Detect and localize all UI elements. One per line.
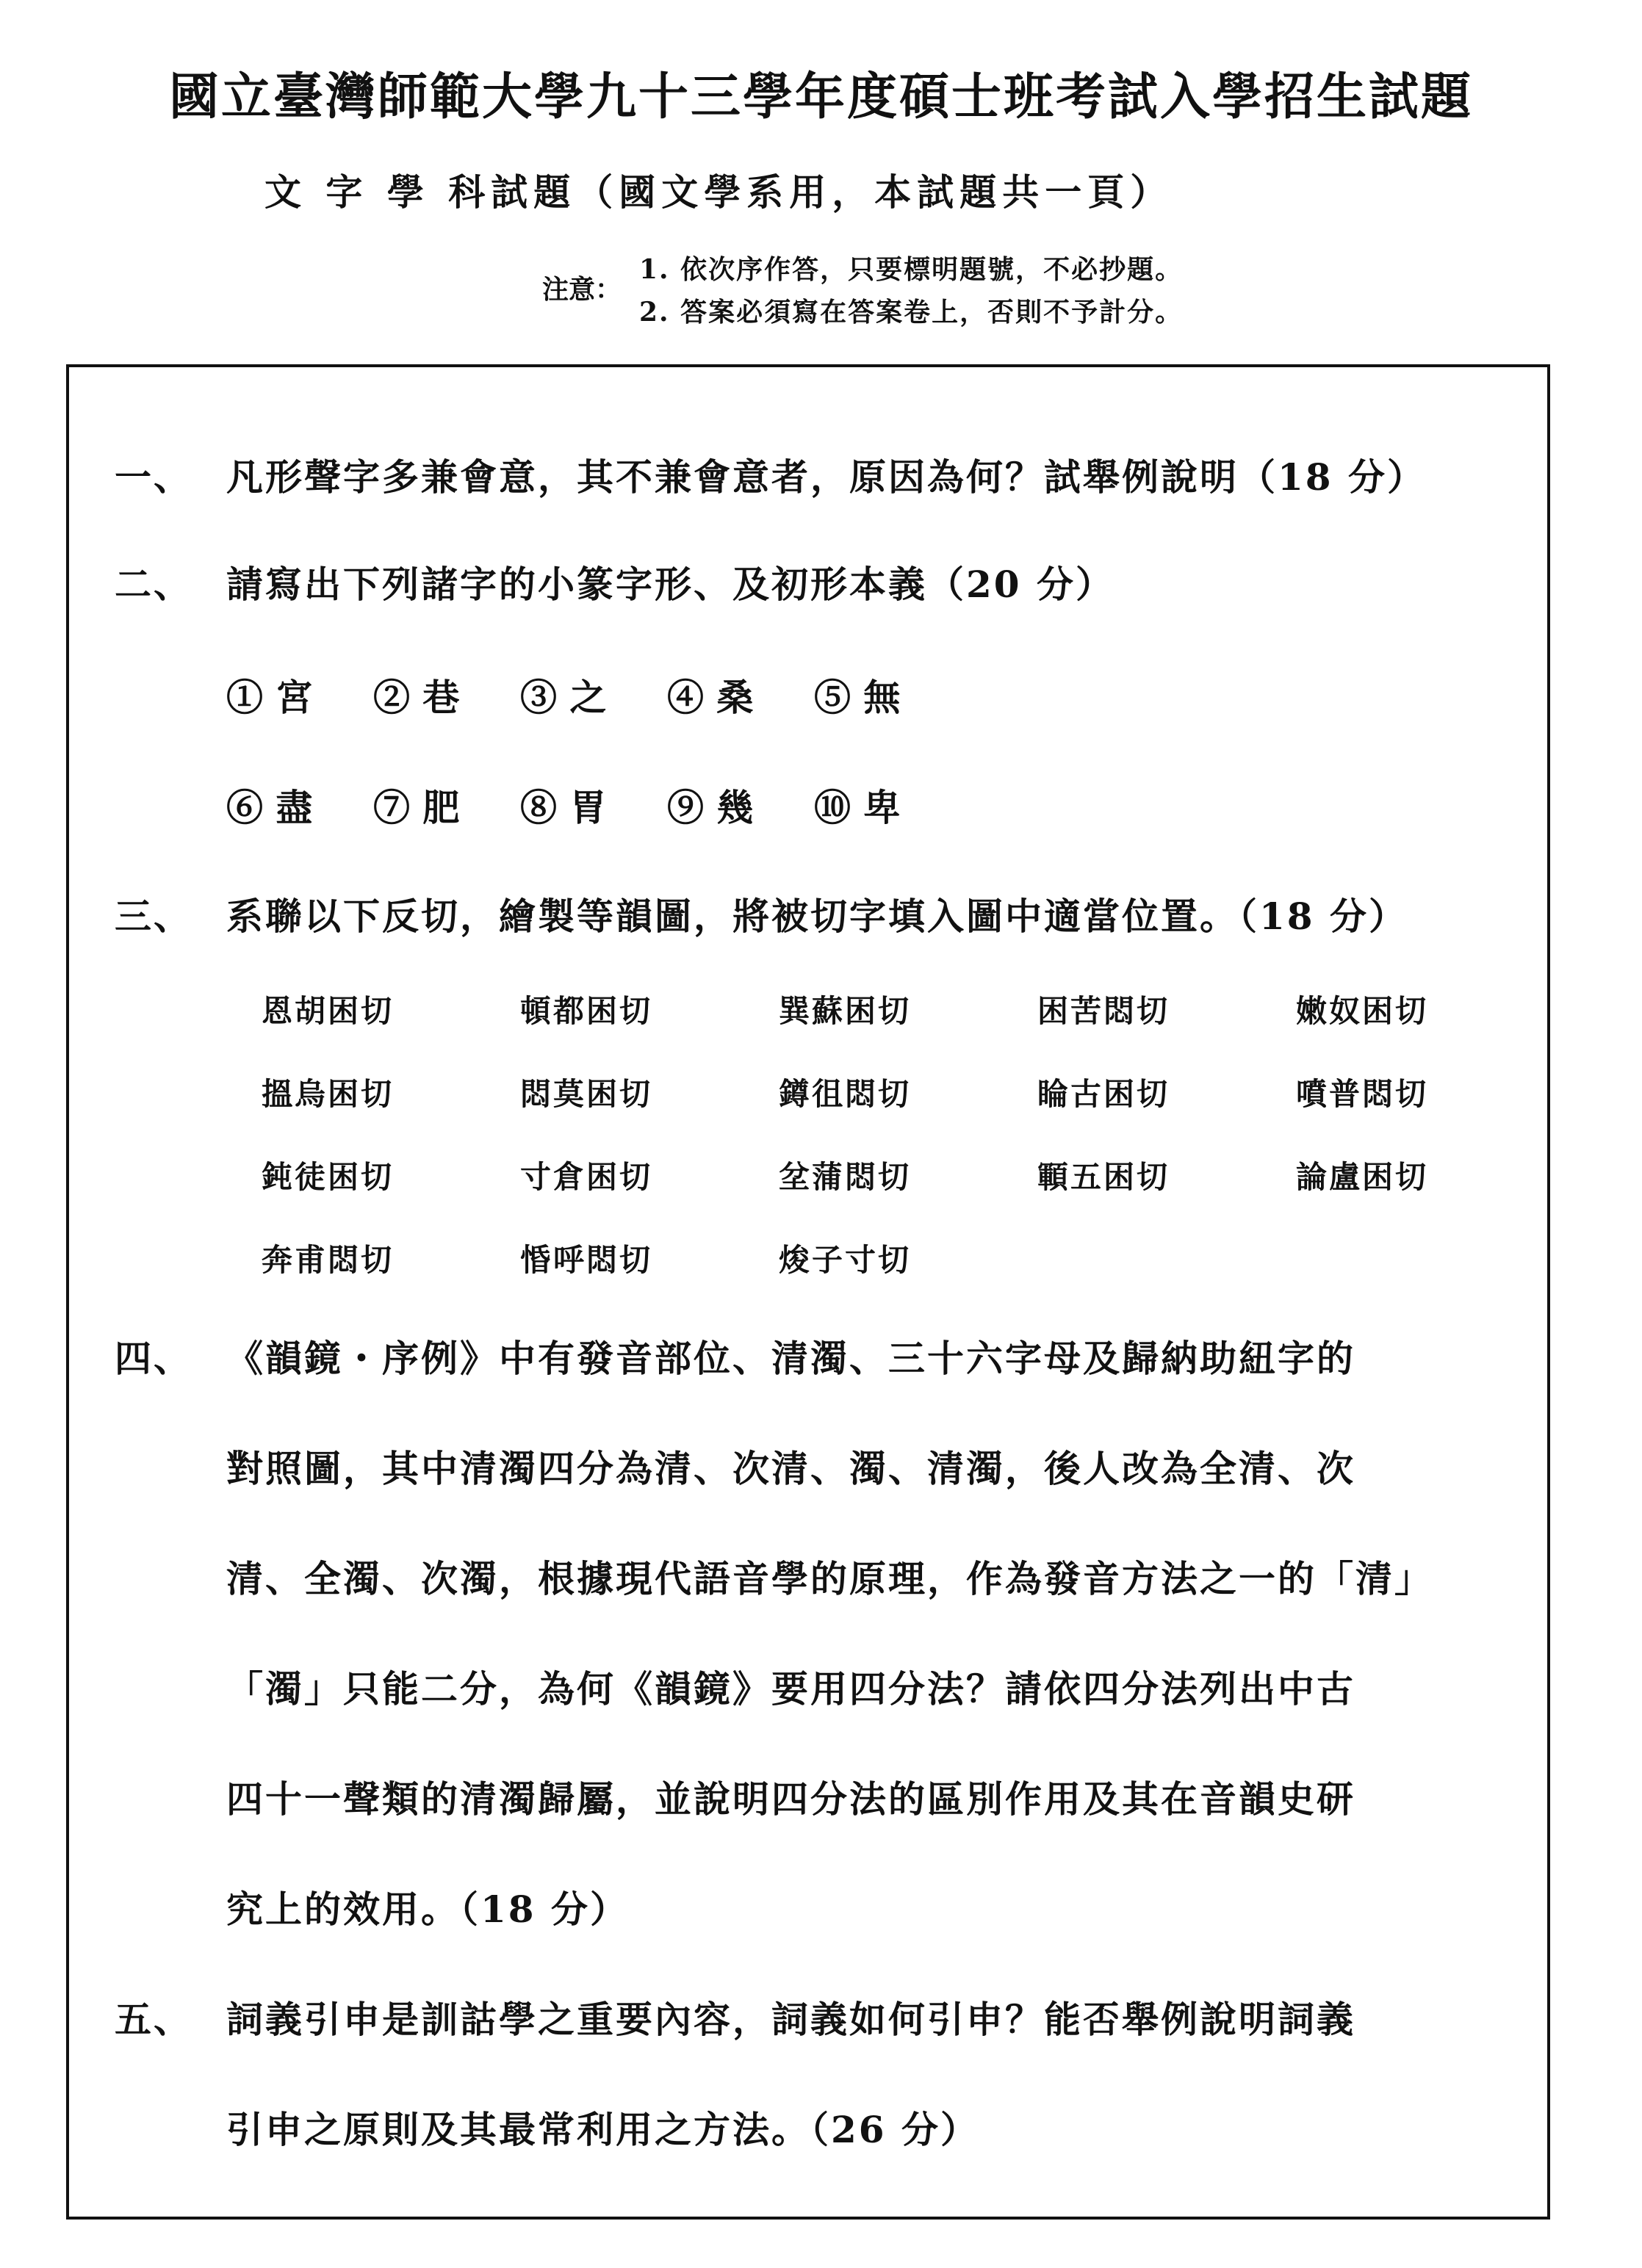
exam-subtitle: 文 字 學 科試題（國文學系用，本試題共一頁） (264, 170, 1173, 214)
fanqie-item: 論盧困切 (1296, 1159, 1429, 1195)
character-item: ⑤ 無 (814, 676, 901, 719)
fanqie-item: 悶莫困切 (520, 1076, 653, 1112)
character-item: ⑦ 肥 (373, 786, 460, 829)
question-text: 《韻鏡・序例》中有發音部位、清濁、三十六字母及歸納助紐字的 (226, 1337, 1355, 1380)
notice-items (639, 248, 1183, 333)
fanqie-item: 鈍徒困切 (262, 1159, 395, 1195)
fanqie-item: 鐏徂悶切 (779, 1076, 912, 1112)
fanqie-item: 噴普悶切 (1296, 1076, 1429, 1112)
character-row (226, 668, 961, 721)
notice-item: 2. 答案必須寫在答案卷上，否則不予計分。 (639, 297, 1184, 328)
fanqie-grid (262, 987, 1555, 1319)
fanqie-item: 搵烏困切 (262, 1076, 395, 1112)
question-number: 四、 (115, 1337, 192, 1380)
character-row (226, 779, 961, 831)
character-item: ② 巷 (373, 676, 460, 719)
character-item: ⑩ 卑 (814, 786, 901, 829)
character-item: ④ 桑 (667, 676, 754, 719)
fanqie-item: 恩胡困切 (262, 993, 395, 1029)
question-box (66, 364, 1550, 2220)
question-number: 五、 (115, 1998, 192, 2041)
fanqie-item: 頓都困切 (520, 993, 653, 1029)
fanqie-item: 嫩奴困切 (1296, 993, 1429, 1029)
question-text-line: 對照圖，其中清濁四分為清、次清、濁、清濁，後人改為全清、次 (226, 1447, 1355, 1490)
fanqie-row (262, 1236, 1555, 1319)
fanqie-item: 坌蒲悶切 (779, 1159, 912, 1195)
fanqie-item: 困苦悶切 (1037, 993, 1170, 1029)
question-text: 詞義引申是訓詁學之重要內容，詞義如何引申？能否舉例說明詞義 (226, 1998, 1355, 2041)
question-number: 三、 (115, 895, 192, 938)
question-text: 請寫出下列諸字的小篆字形、及初形本義（20 分） (226, 563, 1115, 606)
fanqie-item: 巽蘇困切 (779, 993, 912, 1029)
fanqie-item: 奔甫悶切 (262, 1242, 395, 1278)
question-text-line: 清、全濁、次濁，根據現代語音學的原理，作為發音方法之一的「清」 (226, 1557, 1433, 1600)
fanqie-item: 焌子寸切 (779, 1242, 912, 1278)
fanqie-item: 寸倉困切 (520, 1159, 653, 1195)
question-text-line: 引申之原則及其最常利用之方法。（26 分） (226, 2108, 979, 2151)
character-item: ⑥ 盡 (226, 786, 313, 829)
character-item: ③ 之 (520, 676, 607, 719)
question-text: 系聯以下反切，繪製等韻圖，將被切字填入圖中適當位置。（18 分） (226, 895, 1408, 938)
question-text-line: 四十一聲類的清濁歸屬，並說明四分法的區別作用及其在音韻史研 (226, 1777, 1355, 1821)
question-text-line: 究上的效用。（18 分） (226, 1888, 629, 1931)
fanqie-row (262, 1153, 1555, 1236)
notice-label: 注意： (542, 274, 622, 305)
question-text-line: 「濁」只能二分，為何《韻鏡》要用四分法？請依四分法列出中古 (226, 1667, 1355, 1711)
page-title: 國立臺灣師範大學九十三學年度碩士班考試入學招生試題 (168, 68, 1473, 126)
fanqie-item: 惛呼悶切 (520, 1242, 653, 1278)
character-item: ⑧ 胃 (520, 786, 607, 829)
question-text: 凡形聲字多兼會意，其不兼會意者，原因為何？試舉例說明（18 分） (226, 455, 1426, 499)
fanqie-item: 睔古困切 (1037, 1076, 1170, 1112)
character-item: ① 宮 (226, 676, 313, 719)
fanqie-row (262, 987, 1555, 1070)
character-item: ⑨ 幾 (667, 786, 754, 829)
fanqie-row (262, 1070, 1555, 1153)
question-number: 一、 (115, 455, 192, 499)
notice-item: 1. 依次序作答，只要標明題號，不必抄題。 (639, 254, 1184, 285)
fanqie-item: 顐五困切 (1037, 1159, 1170, 1195)
question-number: 二、 (115, 563, 192, 606)
